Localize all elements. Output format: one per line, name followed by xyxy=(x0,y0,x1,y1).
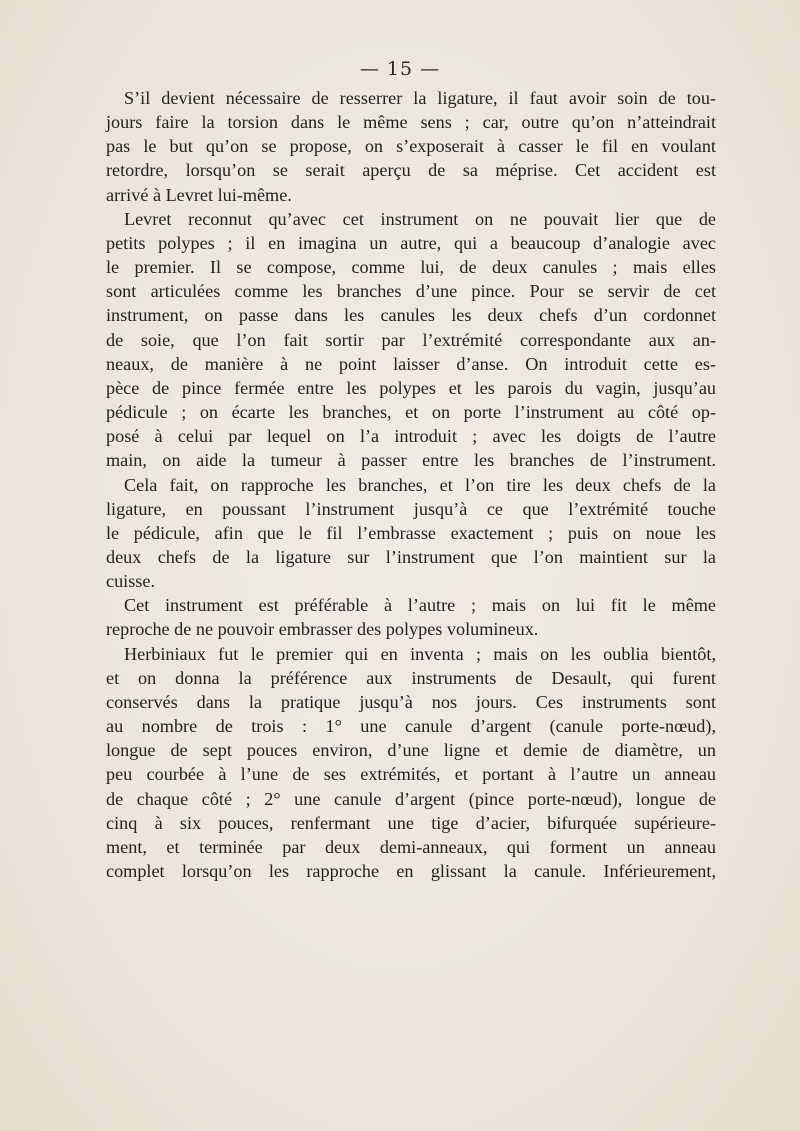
text-line: retordre, lorsqu’on se serait aperçu de sa méprise. Cet accident est xyxy=(106,160,716,181)
text-line: cuisse. xyxy=(106,571,155,592)
text-line: ligature, en poussant l’instrument jusqu’à ce que l’extrémité touche xyxy=(106,498,716,519)
text-line: Cet instrument est préférable à l’autre ; mais on lui fit le même xyxy=(124,595,716,616)
text-line: pédicule ; on écarte les branches, et on porte l’instrument au côté op- xyxy=(106,402,716,423)
text-line: pèce de pince fermée entre les polypes et les parois du vagin, jusqu’au xyxy=(106,377,716,398)
text-line: deux chefs de la ligature sur l’instrument que l’on maintient sur la xyxy=(106,546,716,567)
text-line: pas le but qu’on se propose, on s’exposerait à casser le fil en voulant xyxy=(106,136,716,157)
text-line: instrument, on passe dans les canules les deux chefs d’un cordonnet xyxy=(106,305,716,326)
text-line: complet lorsqu’on les rapproche en glissant la canule. Inférieurement, xyxy=(106,861,716,881)
text-line: au nombre de trois : 1° une canule d’argent (canule porte-nœud), xyxy=(106,716,716,737)
text-line: Levret reconnut qu’avec cet instrument on ne pouvait lier que de xyxy=(124,208,716,229)
text-line: le pédicule, afin que le fil l’embrasse exactement ; puis on noue les xyxy=(106,522,716,543)
page-number: — 15 — xyxy=(359,58,441,80)
text-line: ment, et terminée par deux demi-anneaux, qui forment un anneau xyxy=(106,836,716,857)
text-line: peu courbée à l’une de ses extrémités, et portant à l’autre un anneau xyxy=(106,764,716,785)
text-line: cinq à six pouces, renfermant une tige d’acier, bifurquée supérieure- xyxy=(106,812,716,833)
text-line: reproche de ne pouvoir embrasser des polypes volumineux. xyxy=(106,619,539,640)
text-line: de chaque côté ; 2° une canule d’argent (pince porte-nœud), longue de xyxy=(106,788,716,809)
text-line: petits polypes ; il en imagina un autre, qui a beaucoup d’analogie avec xyxy=(106,232,716,253)
text-line: jours faire la torsion dans le même sens ; car, outre qu’on n’atteindrait xyxy=(106,112,716,133)
text-line: sont articulées comme les branches d’une pince. Pour se servir de cet xyxy=(106,281,716,302)
text-line: posé à celui par lequel on l’a introduit ; avec les doigts de l’autre xyxy=(106,426,716,447)
body-text xyxy=(106,86,716,883)
text-line: Herbiniaux fut le premier qui en inventa ; mais on les oublia bientôt, xyxy=(124,643,716,664)
text-line: conservés dans la pratique jusqu’à nos jours. Ces instruments sont xyxy=(106,691,716,712)
text-line: le premier. Il se compose, comme lui, de deux canules ; mais elles xyxy=(106,257,716,278)
text-line: Cela fait, on rapproche les branches, et l’on tire les deux chefs de la xyxy=(124,474,716,495)
text-line: arrivé à Levret lui-même. xyxy=(106,184,292,205)
text-line: et on donna la préférence aux instruments de Desault, qui furent xyxy=(106,667,716,688)
text-line: de soie, que l’on fait sortir par l’extrémité correspondante aux an- xyxy=(106,329,716,350)
text-line: S’il devient nécessaire de resserrer la ligature, il faut avoir soin de tou- xyxy=(124,88,716,108)
text-line: longue de sept pouces environ, d’une ligne et demie de diamètre, un xyxy=(106,740,716,761)
text-line: neaux, de manière à ne point laisser d’anse. On introduit cette es- xyxy=(106,353,716,374)
text-line: main, on aide la tumeur à passer entre les branches de l’instrument. xyxy=(106,450,716,471)
